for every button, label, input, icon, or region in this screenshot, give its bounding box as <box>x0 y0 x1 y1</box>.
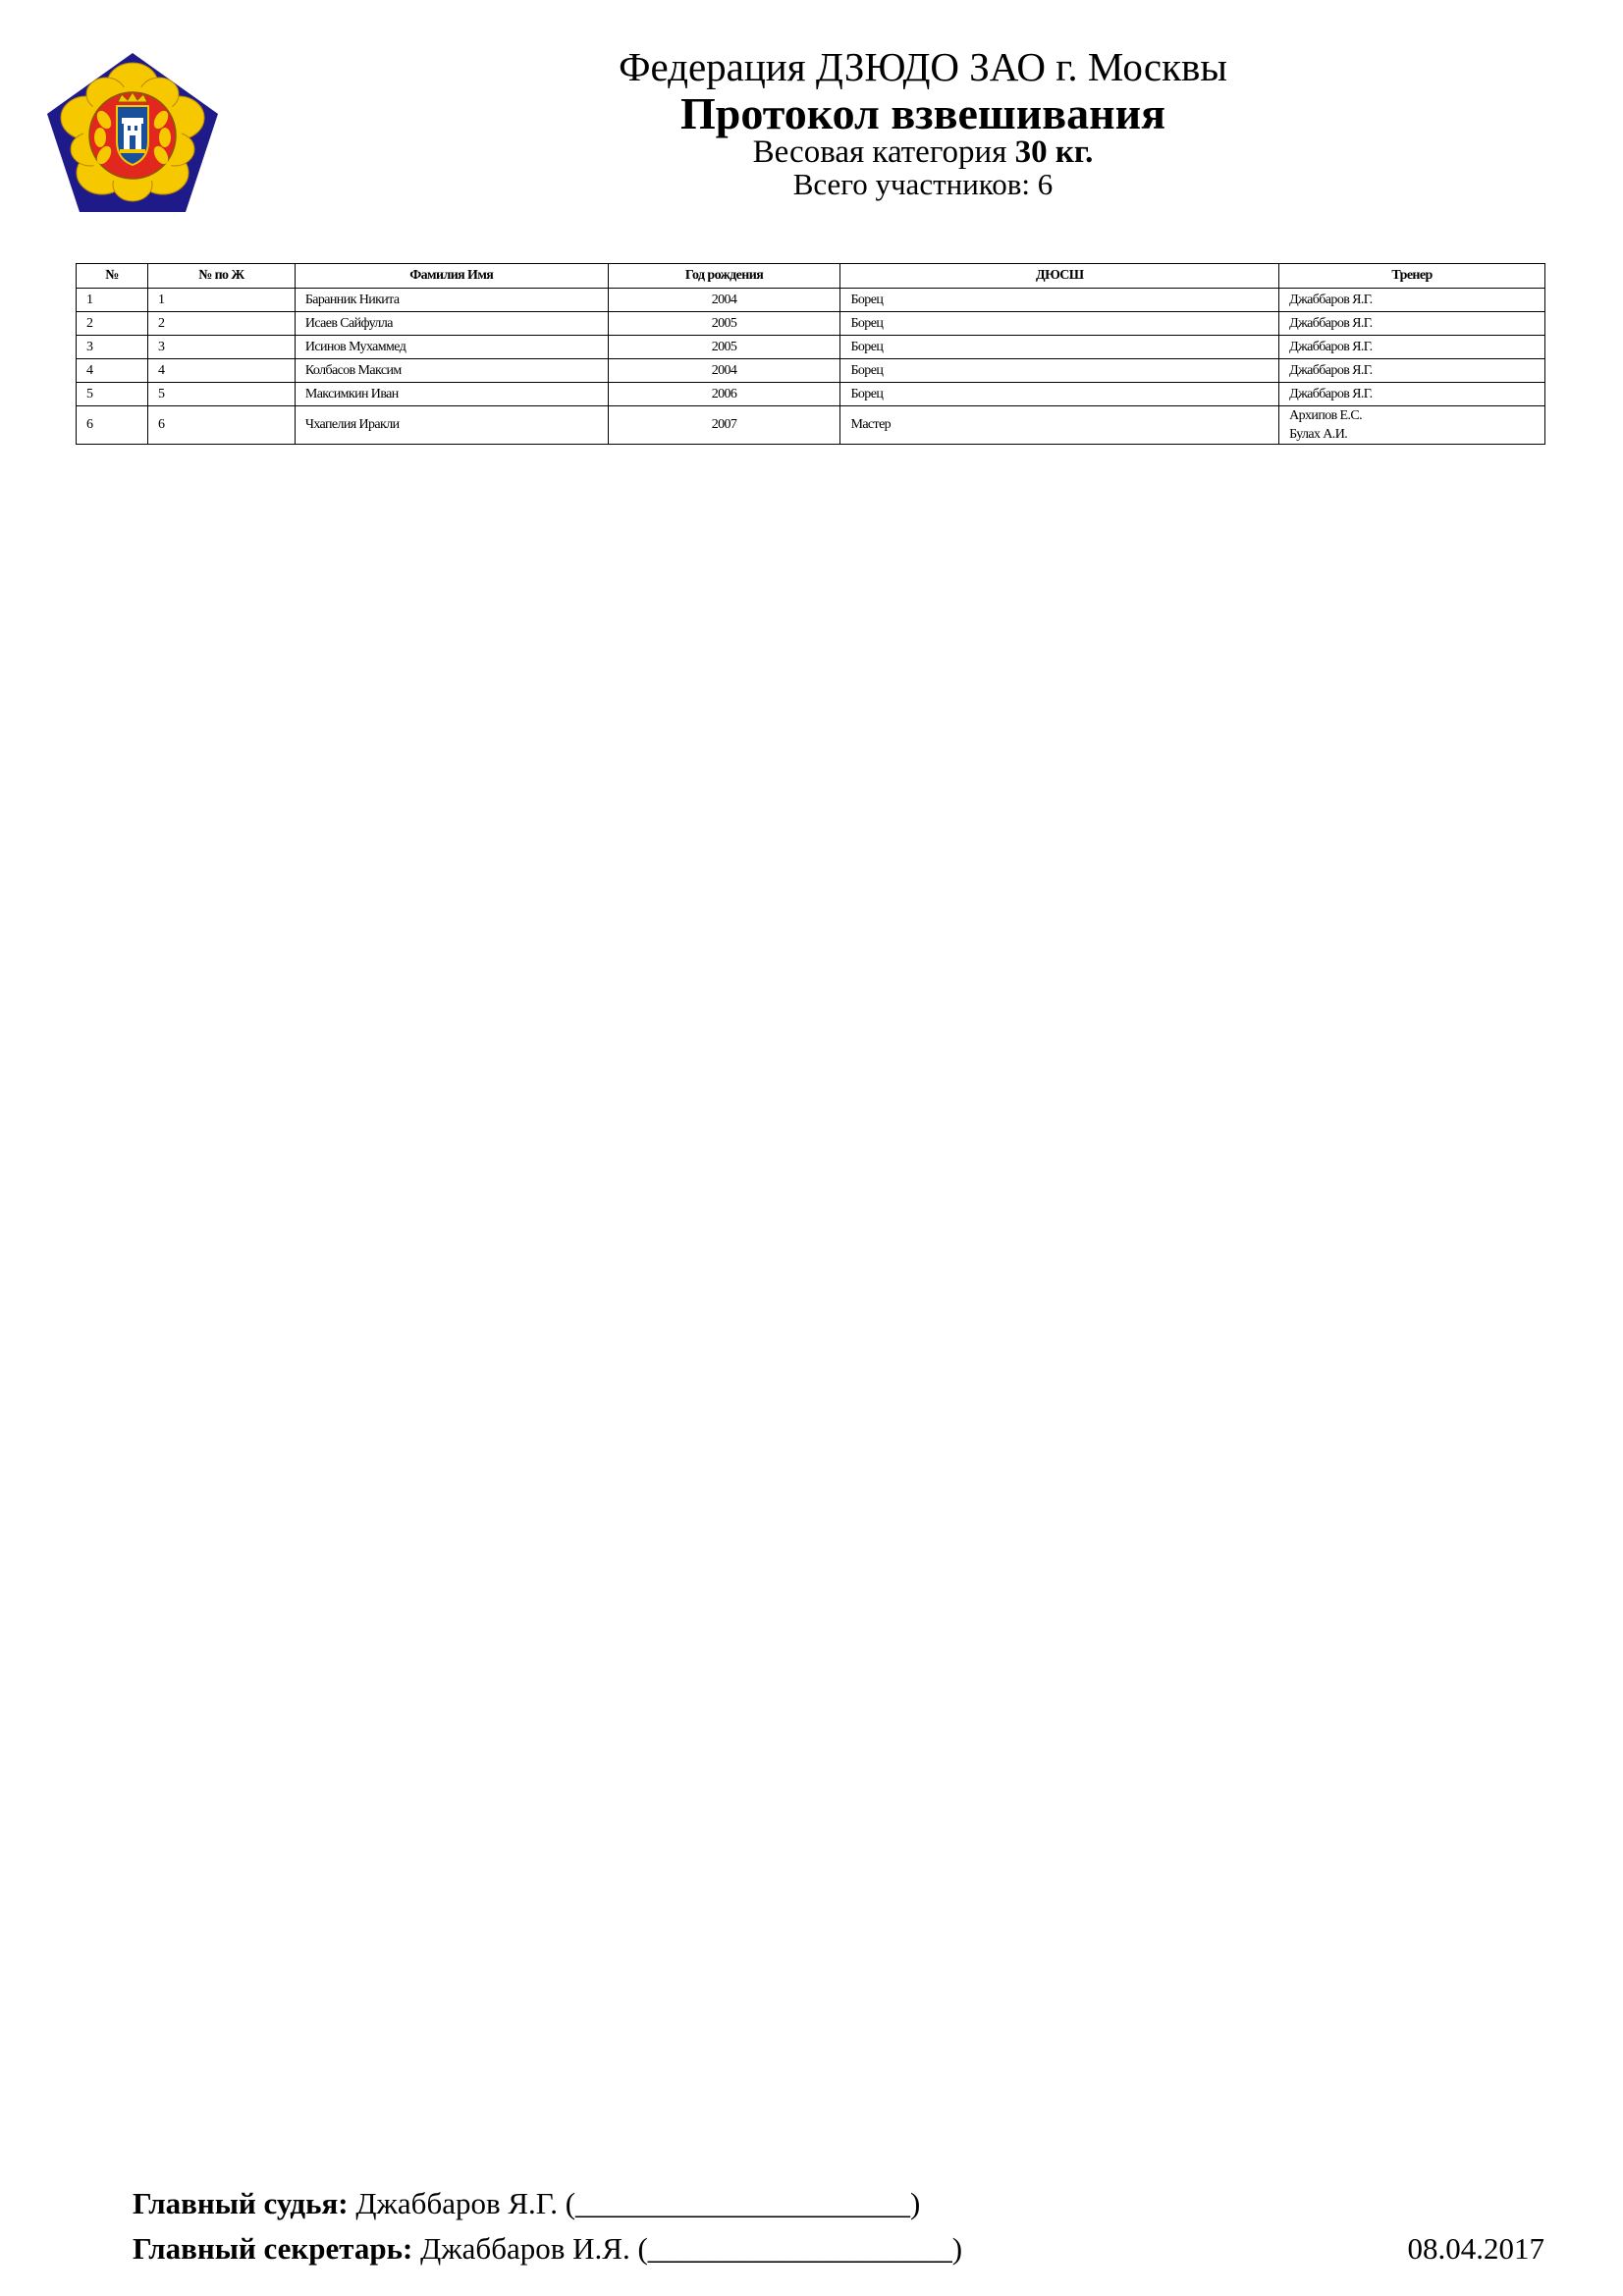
cell-coach <box>1279 289 1545 312</box>
weight-category <box>422 136 1424 169</box>
table-row <box>77 383 1545 406</box>
table-row <box>77 406 1545 445</box>
coach-name: Булах А.И. <box>1289 427 1348 442</box>
cell-birth-year: 2005 <box>608 336 840 359</box>
cell-number: 4 <box>77 359 148 383</box>
cell-draw-number: 2 <box>147 312 295 336</box>
cell-school: Мастер <box>840 406 1279 445</box>
chief-judge-label: Главный судья: <box>133 2186 349 2220</box>
column-header-school: ДЮСШ <box>840 264 1279 289</box>
cell-school: Борец <box>840 359 1279 383</box>
coach-name: Джаббаров Я.Г. <box>1289 386 1373 401</box>
cell-coach <box>1279 312 1545 336</box>
cell-school: Борец <box>840 383 1279 406</box>
coach-name: Архипов Е.С. <box>1289 408 1363 423</box>
cell-draw-number: 1 <box>147 289 295 312</box>
document-title: Протокол взвешивания <box>679 88 1165 138</box>
chief-secretary-label: Главный секретарь: <box>133 2231 413 2266</box>
coach-name: Джаббаров Я.Г. <box>1289 339 1373 354</box>
cell-school: Борец <box>840 289 1279 312</box>
coach-name: Джаббаров Я.Г. <box>1289 315 1373 331</box>
cell-name: Максимкин Иван <box>295 383 608 406</box>
column-header-birth-year: Год рождения <box>608 264 840 289</box>
cell-draw-number: 4 <box>147 359 295 383</box>
signature-block <box>133 2181 962 2271</box>
table-row <box>77 289 1545 312</box>
coach-name: Джаббаров Я.Г. <box>1289 362 1373 378</box>
column-header-number: № <box>77 264 148 289</box>
cell-number: 1 <box>77 289 148 312</box>
cell-birth-year: 2006 <box>608 383 840 406</box>
table-row <box>77 312 1545 336</box>
cell-number: 2 <box>77 312 148 336</box>
cell-birth-year: 2004 <box>608 289 840 312</box>
cell-draw-number: 3 <box>147 336 295 359</box>
chief-secretary-value: Джаббаров И.Я. (____________________) <box>420 2231 963 2266</box>
coach-name: Джаббаров Я.Г. <box>1289 292 1373 307</box>
column-header-coach: Тренер <box>1279 264 1545 289</box>
cell-birth-year: 2004 <box>608 359 840 383</box>
document-header <box>422 44 1424 201</box>
table-header-row <box>77 264 1545 289</box>
cell-school: Борец <box>840 312 1279 336</box>
cell-coach <box>1279 406 1545 445</box>
cell-name: Исинов Мухаммед <box>295 336 608 359</box>
document-date: 08.04.2017 <box>1407 2231 1544 2266</box>
cell-name: Чхапелия Иракли <box>295 406 608 445</box>
cell-birth-year: 2007 <box>608 406 840 445</box>
cell-number: 5 <box>77 383 148 406</box>
cell-name: Колбасов Максим <box>295 359 608 383</box>
cell-draw-number: 6 <box>147 406 295 445</box>
cell-number: 6 <box>77 406 148 445</box>
weight-category-value: 30 кг. <box>1014 134 1094 170</box>
cell-birth-year: 2005 <box>608 312 840 336</box>
participants-total: Всего участников: 6 <box>792 167 1054 201</box>
cell-coach <box>1279 383 1545 406</box>
cell-coach <box>1279 359 1545 383</box>
weigh-in-table <box>76 263 1545 445</box>
cell-draw-number: 5 <box>147 383 295 406</box>
weight-category-label: Весовая категория <box>752 134 1007 170</box>
chief-secretary-line <box>133 2226 962 2271</box>
cell-coach <box>1279 336 1545 359</box>
cell-name: Исаев Сайфулла <box>295 312 608 336</box>
cell-school: Борец <box>840 336 1279 359</box>
cell-number: 3 <box>77 336 148 359</box>
column-header-draw-number: № по Ж <box>147 264 295 289</box>
cell-name: Баранник Никита <box>295 289 608 312</box>
chief-judge-value: Джаббаров Я.Г. (______________________) <box>355 2186 921 2220</box>
table-row <box>77 336 1545 359</box>
federation-name: Федерация ДЗЮДО ЗАО г. Москвы <box>619 44 1227 89</box>
column-header-name: Фамилия Имя <box>295 264 608 289</box>
table-row <box>77 359 1545 383</box>
chief-judge-line <box>133 2181 962 2226</box>
judo-federation-emblem-icon <box>45 51 220 214</box>
